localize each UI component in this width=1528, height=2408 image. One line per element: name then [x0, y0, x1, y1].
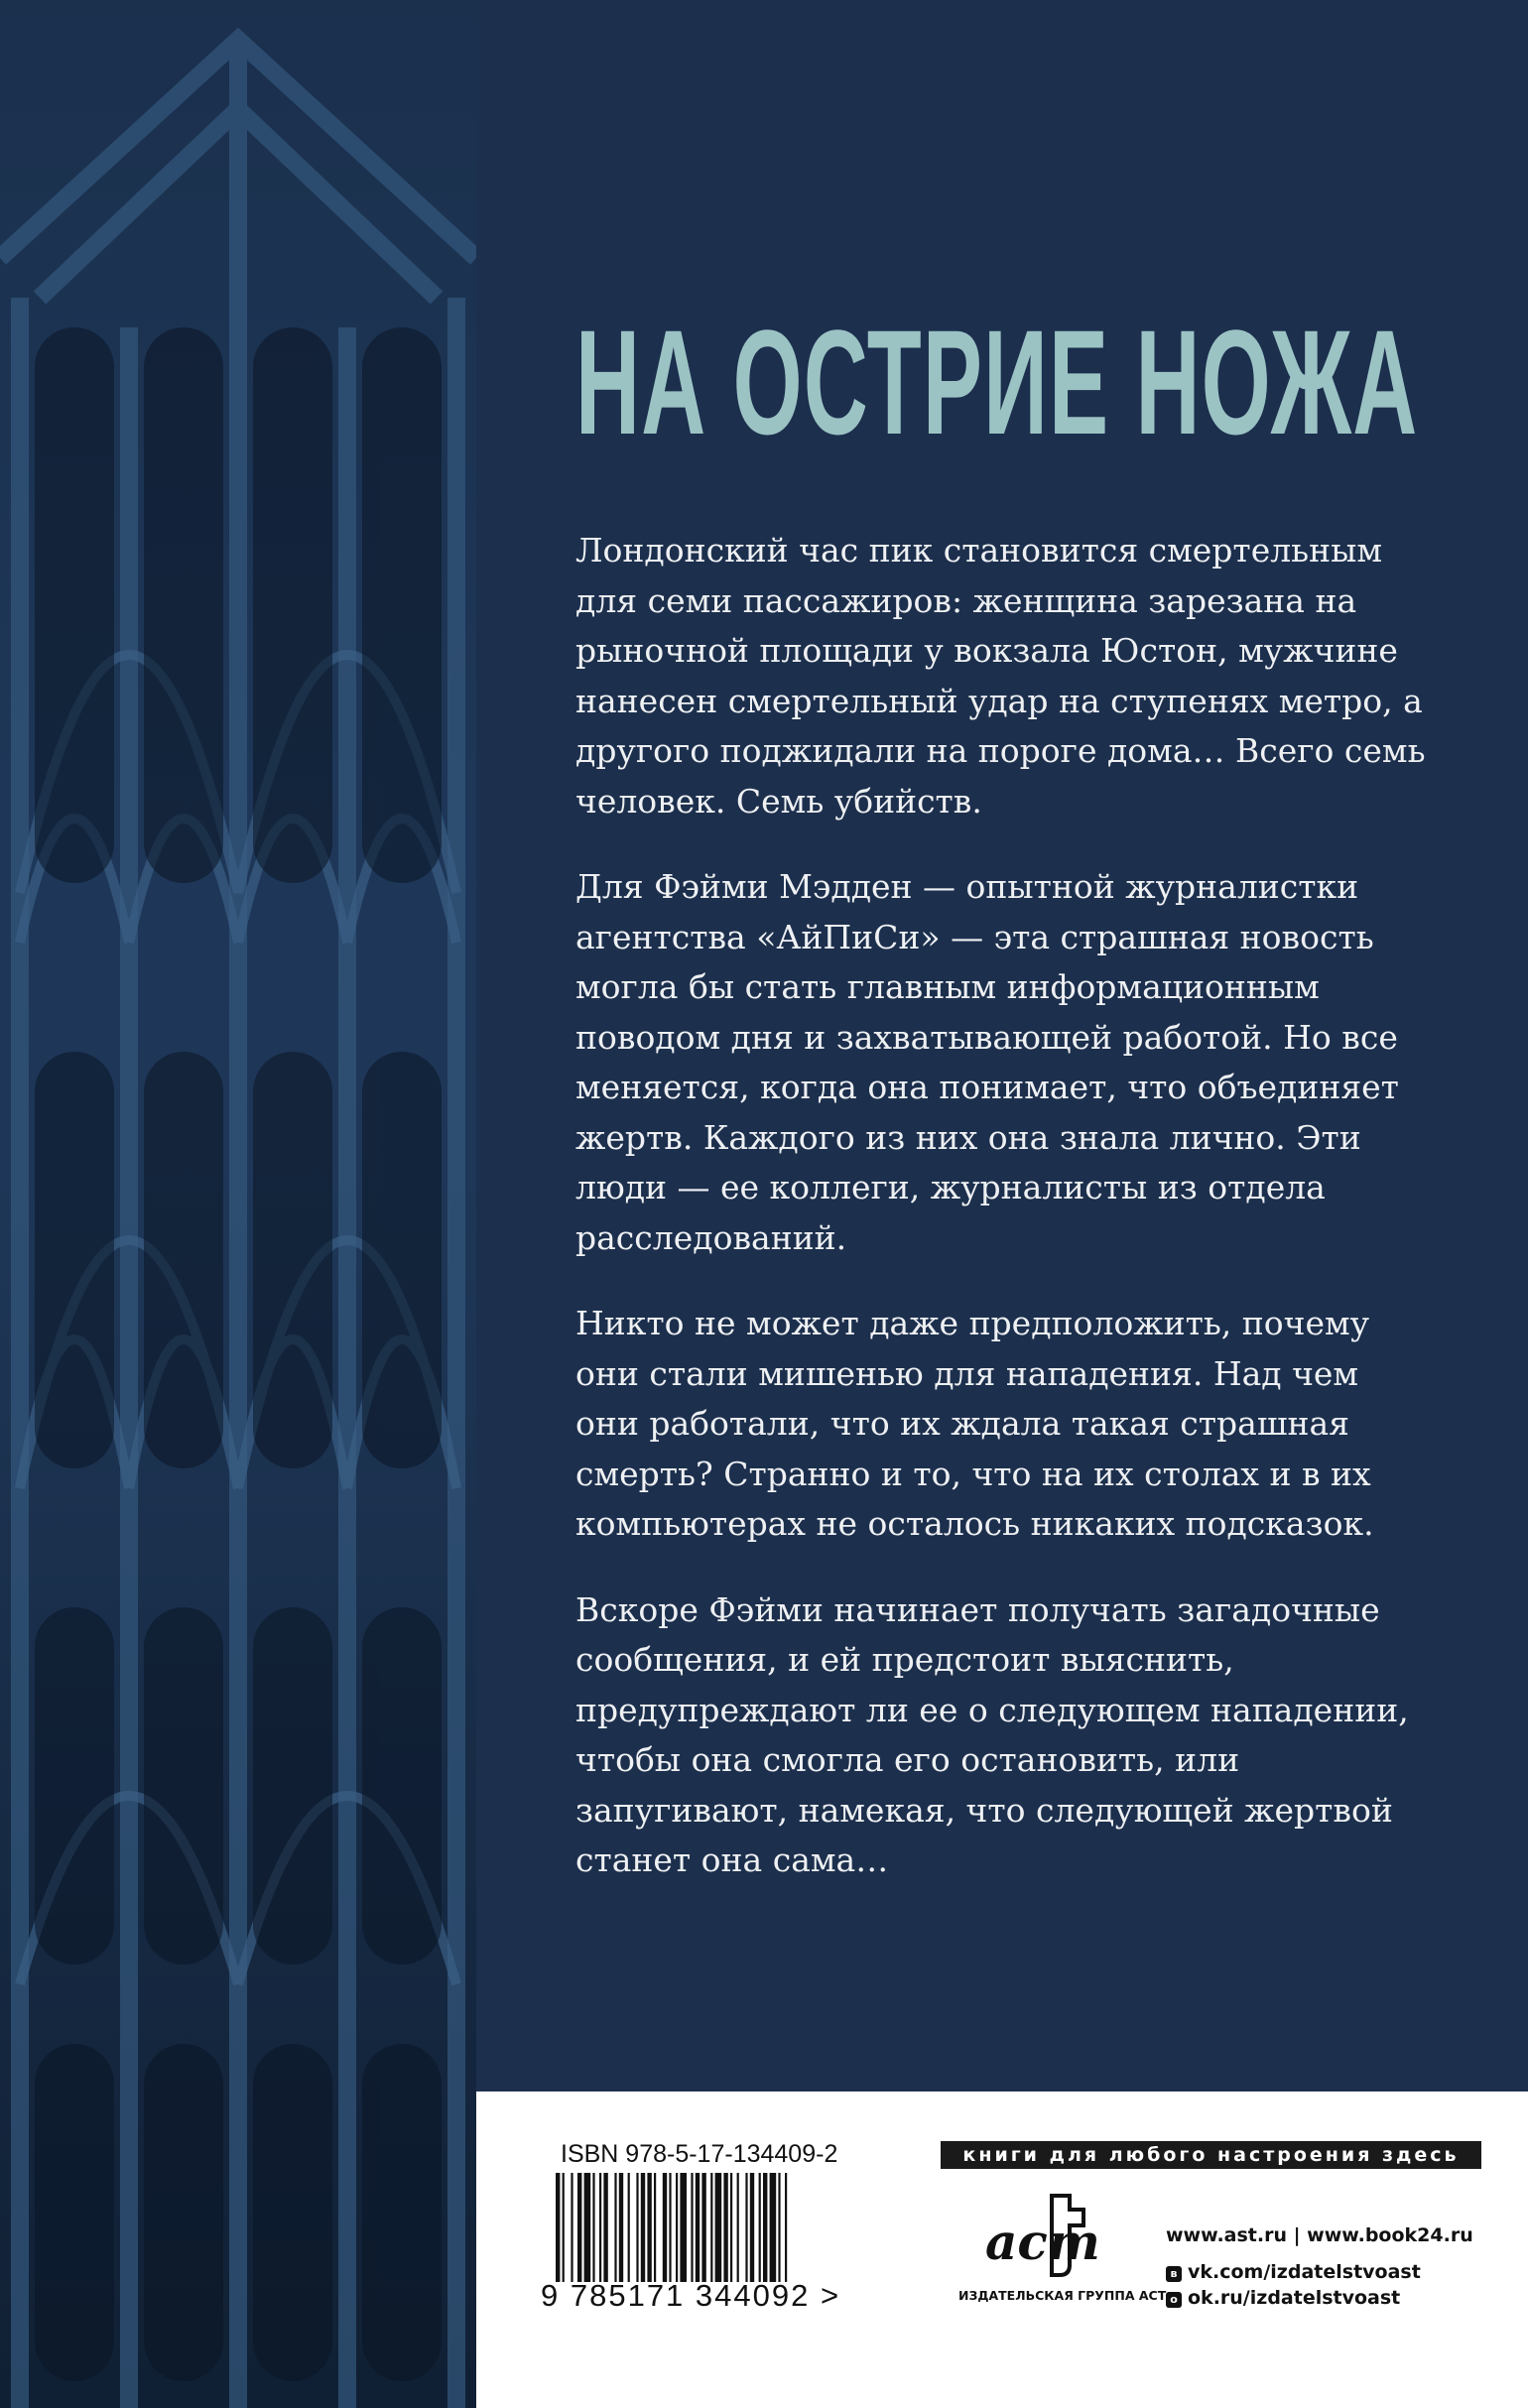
gothic-window-illustration: [0, 0, 476, 2408]
barcode-bar: [710, 2173, 712, 2282]
barcode-bar: [723, 2173, 727, 2282]
barcode-bar: [696, 2173, 700, 2282]
ast-logo: [977, 2188, 1116, 2283]
book-description: [575, 526, 1429, 1922]
barcode-bar: [628, 2173, 630, 2282]
barcode-bar: [691, 2173, 693, 2282]
barcode-bar: [556, 2173, 560, 2282]
tagline: книги для любого настроения здесь: [941, 2141, 1481, 2169]
barcode-bar: [715, 2173, 722, 2282]
barcode-bar: [676, 2173, 678, 2282]
barcode-bar: [647, 2173, 651, 2282]
logo-lettering: аст: [985, 2213, 1100, 2271]
description-paragraph: Никто не может даже предположить, почему они стали мишенью для нападения. Над чем они работали, что их ждала такая страшная смерть? Странно и то, что на их столах и в их компьютерах не осталось никаких подсказок.: [575, 1304, 1374, 1543]
publisher-name: ИЗДАТЕЛЬСКАЯ ГРУППА АСТ: [958, 2288, 1167, 2303]
barcode-bar: [563, 2173, 565, 2282]
vk-icon: в: [1166, 2266, 1182, 2282]
barcode-bar: [584, 2173, 591, 2282]
barcode-bar: [603, 2173, 607, 2282]
description-paragraph: Лондонский час пик становится смертельным для семи пассажиров: женщина зарезана на рыночной площади у вокзала Юстон, мужчине нанесен смертельный удар на ступенях метро, а другого поджидали на пороге дома… Всего семь человек. Семь убийств.: [575, 531, 1426, 821]
description-paragraph: Вскоре Фэйми начинает получать загадочные сообщения, и ей предстоит выяснить, предупреждают ли ее о следующем нападении, чтобы она смогла его остановить, или запугивают, намекая, что следующей жертвой станет она сама…: [575, 1589, 1409, 1879]
barcode-bar: [785, 2173, 787, 2282]
barcode-digits: 9 785171 344092 >: [541, 2278, 841, 2313]
barcode-bar: [636, 2173, 638, 2282]
barcode-bar: [599, 2173, 601, 2282]
barcode-bar: [750, 2173, 754, 2282]
description-paragraph: Для Фэйми Мэдден — опытной журналистки агентства «АйПиСи» — эта страшная новость могла бы стать главным информационным поводом дня и захватывающей работой. Но все меняется, когда она понимает, что объединяет жертв. Каждого из них она знала лично. Эти люди — ее коллеги, журналисты из отдела расследований.: [575, 867, 1399, 1257]
barcode-bar: [778, 2173, 780, 2282]
ok-icon: о: [1166, 2292, 1182, 2308]
social-link-text: vk.com/izdatelstvoast: [1188, 2261, 1421, 2283]
barcode: [556, 2173, 883, 2282]
barcode-bar: [592, 2173, 594, 2282]
barcode-bar: [663, 2173, 667, 2282]
book-title: НА ОСТРИЕ НОЖА: [575, 299, 1419, 465]
barcode-bar: [680, 2173, 687, 2282]
barcode-bar: [737, 2173, 739, 2282]
barcode-bar: [730, 2173, 732, 2282]
social-link-vk[interactable]: [1166, 2261, 1421, 2283]
barcode-bar: [619, 2173, 623, 2282]
cover-art-gothic-window: [0, 0, 476, 2408]
barcode-bar: [577, 2173, 581, 2282]
barcode-bar: [701, 2173, 705, 2282]
barcode-bar: [759, 2173, 761, 2282]
barcode-bar: [763, 2173, 767, 2282]
barcode-bar: [669, 2173, 671, 2282]
barcode-bar: [770, 2173, 777, 2282]
social-link-ok[interactable]: [1166, 2287, 1400, 2309]
barcode-bar: [745, 2173, 747, 2282]
social-link-text: ok.ru/izdatelstvoast: [1188, 2287, 1401, 2309]
barcode-bar: [571, 2173, 573, 2282]
barcode-bar: [654, 2173, 656, 2282]
isbn: ISBN 978-5-17-134409-2: [561, 2140, 838, 2168]
websites: www.ast.ru | www.book24.ru: [1166, 2224, 1473, 2246]
barcode-bar: [614, 2173, 616, 2282]
barcode-bar: [641, 2173, 645, 2282]
